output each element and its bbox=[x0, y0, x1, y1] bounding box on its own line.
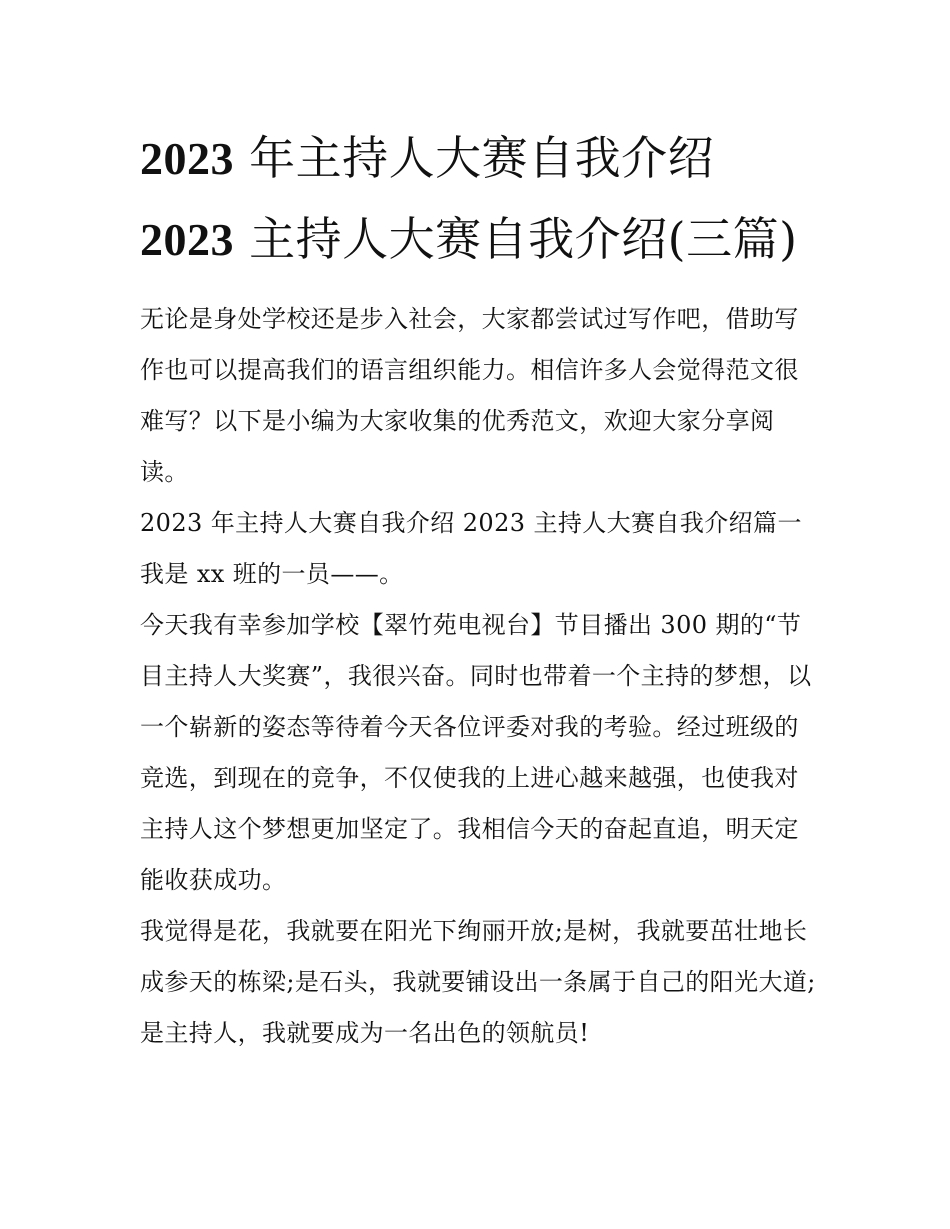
title-text-2: 主持人大赛自我介绍(三篇) bbox=[234, 212, 798, 266]
document-title bbox=[140, 118, 820, 280]
paragraph-heading-line: 2023 年主持人大赛自我介绍 2023 主持人大赛自我介绍篇一 我是 xx 班的一员——。 bbox=[140, 509, 802, 588]
paragraph-body-1: 今天我有幸参加学校【翠竹苑电视台】节目播出 300 期的“节目主持人大奖赛”，我很兴奋。同时也带着一个主持的梦想，以一个崭新的姿态等待着今天各位评委对我的考验。经过班级的竞选，到现在的竞争，不仅使我的上进心越来越强，也使我对主持人这个梦想更加坚定了。我相信今天的奋起直追，明天定能收获成功。 bbox=[140, 611, 812, 894]
paragraph-intro: 无论是身处学校还是步入社会，大家都尝试过写作吧，借助写作也可以提高我们的语言组织能力。相信许多人会觉得范文很难写？以下是小编为大家收集的优秀范文，欢迎大家分享阅读。 bbox=[140, 305, 799, 486]
title-text-1: 年主持人大赛自我介绍 bbox=[234, 131, 715, 185]
paragraph-body-2: 我觉得是花，我就要在阳光下绚丽开放;是树，我就要茁壮地长成参天的栋梁;是石头，我就要铺设出一条属于自己的阳光大道;是主持人，我就要成为一名出色的领航员! bbox=[140, 917, 816, 1047]
document-page bbox=[140, 118, 820, 1059]
title-year-1: 2023 bbox=[140, 133, 234, 184]
title-year-2: 2023 bbox=[140, 214, 234, 265]
